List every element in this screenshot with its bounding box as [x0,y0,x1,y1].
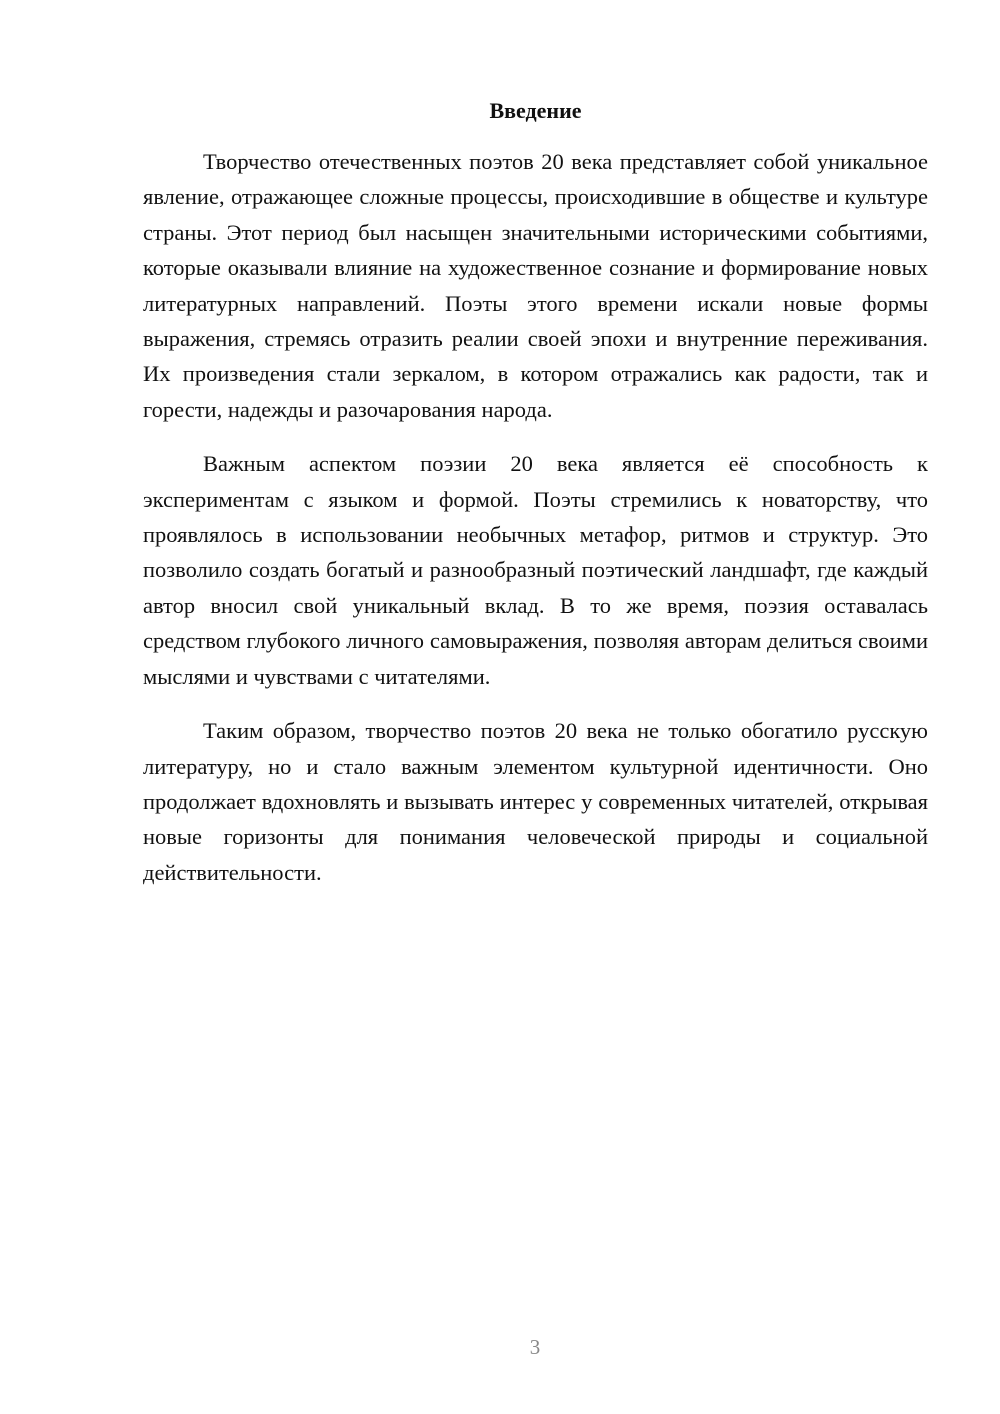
page-content [143,96,928,909]
paragraph-1: Творчество отечественных поэтов 20 века представляет собой уникальное явление, отражающее сложные процессы, происходившие в обществе и культуре страны. Этот период был насыщен значительными историческими событиями, которые оказывали влияние на художественное сознание и формирование новых литературных направлений. Поэты этого времени искали новые формы выражения, стремясь отразить реалии своей эпохи и внутренние переживания. Их произведения стали зеркалом, в котором отражались как радости, так и горести, надежды и разочарования народа. [143,149,928,422]
paragraph-2: Важным аспектом поэзии 20 века является её способность к экспериментам с языком и формой. Поэты стремились к новаторству, что проявлялось в использовании необычных метафор, ритмов и структур. Это позволило создать богатый и разнообразный поэтический ландшафт, где каждый автор вносил свой уникальный вклад. В то же время, поэзия оставалась средством глубокого личного самовыражения, позволяя авторам делиться своими мыслями и чувствами с читателями. [143,451,928,689]
page-number: 3 [529,1335,541,1359]
paragraph-3: Таким образом, творчество поэтов 20 века не только обогатило русскую литературу, но и стало важным элементом культурной идентичности. Оно продолжает вдохновлять и вызывать интерес у современных читателей, открывая новые горизонты для понимания человеческой природы и социальной действительности. [143,718,928,885]
section-heading: Введение [489,98,582,123]
